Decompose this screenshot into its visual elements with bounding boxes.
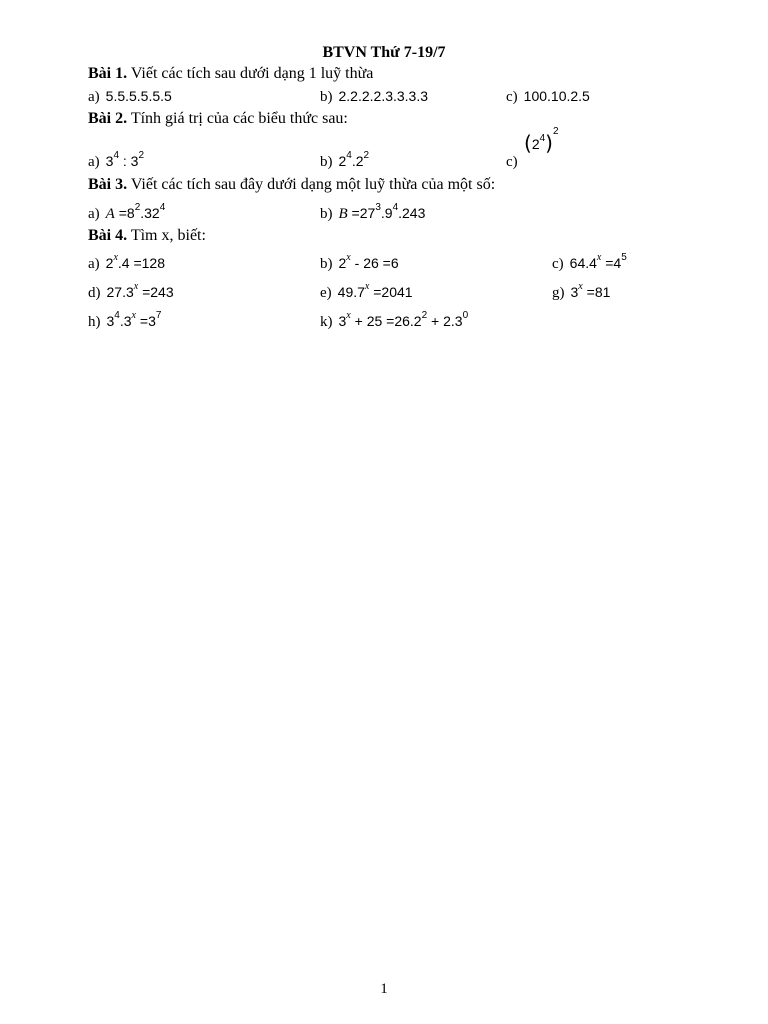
exercise-4c-expr: $64.4^x =4^5$ bbox=[569, 252, 627, 271]
exercise-3-label: Bài 3. bbox=[88, 176, 128, 193]
exercise-1-label: Bài 1. bbox=[88, 65, 128, 82]
exercise-3a: a) $A =8^2.32^4$ bbox=[88, 202, 166, 222]
exercise-4k: k) $3^x + 25 =26.2^2 + 2.3^0$ bbox=[320, 310, 469, 330]
exercise-1c-expr: 100.10.2.5 bbox=[523, 88, 590, 104]
exercise-4a: a) $2^x.4 =128$ bbox=[88, 252, 166, 272]
exercise-4k-expr: $3^x + 25 =26.2^2 + 2.3^0$ bbox=[338, 310, 469, 329]
exercise-1c: c) 100.10.2.5 bbox=[506, 88, 590, 105]
exercise-2a-expr: $3^4$ : $3^2$ bbox=[105, 150, 145, 169]
exercise-4b-expr: 2$^x$ - 26 =6 bbox=[338, 252, 399, 271]
exercise-2-heading bbox=[88, 110, 348, 128]
exercise-4g-expr: $3^x =81$ bbox=[570, 281, 611, 300]
exercise-2b: b) $2^4.2^2$ bbox=[320, 150, 370, 170]
exercise-1-text: Viết các tích sau dưới dạng 1 luỹ thừa bbox=[127, 65, 374, 82]
exercise-4h: h) $3^4.3^x =3^7$ bbox=[88, 310, 162, 330]
exercise-1b-expr: 2.2.2.2.3.3.3.3 bbox=[338, 88, 429, 104]
exercise-4a-expr: $2^x.4 =128$ bbox=[105, 252, 166, 271]
exercise-4c: c) $64.4^x =4^5$ bbox=[552, 252, 627, 272]
page-title: BTVN Thứ 7-19/7 bbox=[322, 44, 446, 61]
exercise-4g: g) $3^x =81$ bbox=[552, 281, 611, 301]
exercise-4d-expr: $27.3^x =243$ bbox=[106, 281, 174, 300]
exercise-3b-expr: $B =27^3.9^4.243$ bbox=[338, 202, 426, 222]
exercise-3a-expr: $A =8^2.32^4$ bbox=[105, 202, 166, 222]
exercise-4-text: Tìm x, biết: bbox=[127, 227, 206, 244]
exercise-1a: a) 5.5.5.5.5.5 bbox=[88, 88, 172, 105]
exercise-4h-expr: $3^4.3^x =3^7$ bbox=[106, 310, 162, 329]
exercise-2b-expr: $2^4.2^2$ bbox=[338, 150, 370, 169]
exercise-2c-expr: $(2^4)^2$ bbox=[524, 126, 559, 155]
page-number: 1 bbox=[380, 981, 388, 997]
exercise-4-heading bbox=[88, 227, 206, 245]
exercise-2c: c) bbox=[506, 154, 518, 170]
exercise-2-label: Bài 2. bbox=[88, 110, 128, 127]
exercise-1a-expr: 5.5.5.5.5.5 bbox=[105, 88, 172, 104]
exercise-2a: a) $3^4$ : $3^2$ bbox=[88, 150, 145, 170]
exercise-2-text: Tính giá trị của các biểu thức sau: bbox=[127, 110, 348, 127]
exercise-3b: b) $B =27^3.9^4.243$ bbox=[320, 202, 426, 222]
exercise-3-heading bbox=[88, 176, 495, 194]
exercise-3-text: Viết các tích sau đây dưới dạng một luỹ thừa của một số: bbox=[127, 176, 496, 193]
exercise-1-heading bbox=[88, 65, 373, 83]
exercise-4d: d) $27.3^x =243$ bbox=[88, 281, 174, 301]
exercise-4-label: Bài 4. bbox=[88, 227, 128, 244]
exercise-4e-expr: $49.7^x =2041$ bbox=[337, 281, 413, 300]
exercise-4e: e) $49.7^x =2041$ bbox=[320, 281, 413, 301]
exercise-1b: b) 2.2.2.2.3.3.3.3 bbox=[320, 88, 429, 105]
exercise-4b: b) 2$^x$ - 26 =6 bbox=[320, 252, 399, 272]
